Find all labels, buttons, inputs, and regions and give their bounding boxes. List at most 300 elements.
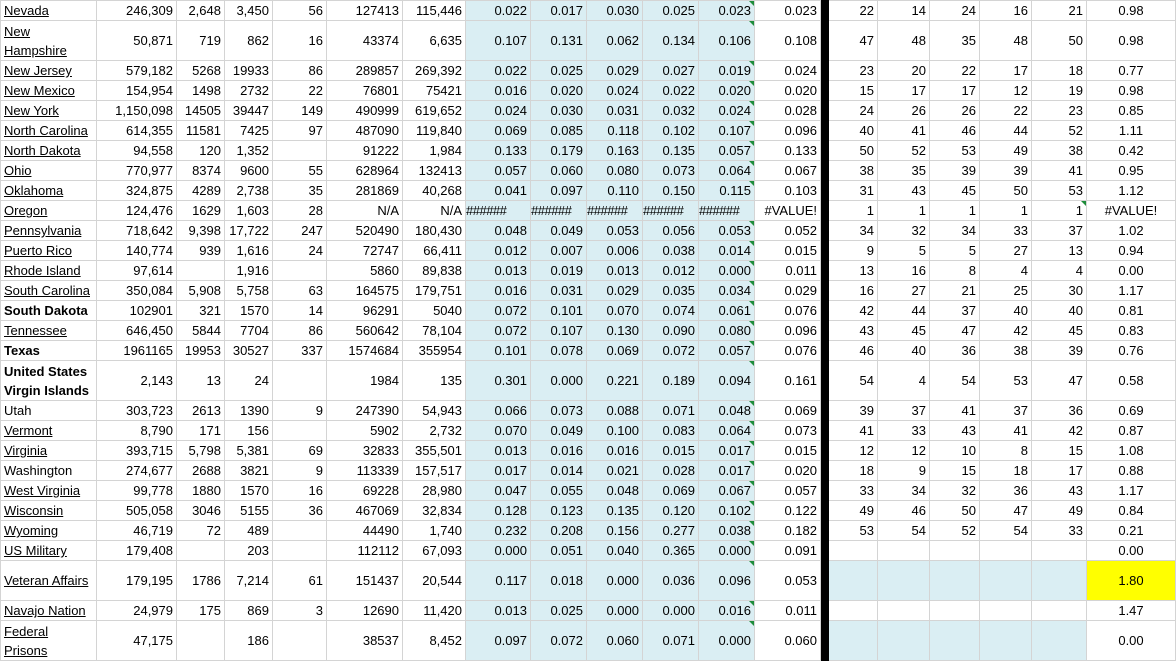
ratio-cell[interactable]: ###### bbox=[587, 201, 643, 221]
score-cell[interactable]: 0.98 bbox=[1087, 1, 1176, 21]
ratio-cell[interactable]: 0.301 bbox=[466, 361, 531, 401]
ratio-cell[interactable]: 0.163 bbox=[587, 141, 643, 161]
value-cell[interactable]: 939 bbox=[177, 241, 225, 261]
value-cell[interactable]: 75421 bbox=[403, 81, 466, 101]
rank-cell[interactable] bbox=[829, 541, 878, 561]
ratio-cell[interactable]: 0.071 bbox=[643, 401, 699, 421]
row-label-cell[interactable]: New York bbox=[1, 101, 97, 121]
average-cell[interactable]: 0.015 bbox=[755, 441, 821, 461]
ratio-cell[interactable]: 0.027 bbox=[643, 61, 699, 81]
row-label-cell[interactable]: Navajo Nation bbox=[1, 601, 97, 621]
ratio-cell[interactable]: 0.006 bbox=[587, 241, 643, 261]
value-cell[interactable]: 186 bbox=[225, 621, 273, 661]
value-cell[interactable]: 5860 bbox=[327, 261, 403, 281]
ratio-cell[interactable]: 0.069 bbox=[643, 481, 699, 501]
ratio-cell[interactable]: 0.135 bbox=[643, 141, 699, 161]
row-label-cell[interactable]: North Carolina bbox=[1, 121, 97, 141]
average-cell[interactable]: 0.133 bbox=[755, 141, 821, 161]
value-cell[interactable]: 614,355 bbox=[97, 121, 177, 141]
rank-cell[interactable]: 1 bbox=[878, 201, 930, 221]
average-cell[interactable]: 0.096 bbox=[755, 121, 821, 141]
value-cell[interactable]: 115,446 bbox=[403, 1, 466, 21]
value-cell[interactable]: 112112 bbox=[327, 541, 403, 561]
row-label-cell[interactable]: Oklahoma bbox=[1, 181, 97, 201]
value-cell[interactable]: 179,195 bbox=[97, 561, 177, 601]
value-cell[interactable]: 862 bbox=[225, 21, 273, 61]
rank-cell[interactable] bbox=[829, 601, 878, 621]
rank-cell[interactable]: 23 bbox=[829, 61, 878, 81]
value-cell[interactable]: 1,984 bbox=[403, 141, 466, 161]
row-label-cell[interactable]: Pennsylvania bbox=[1, 221, 97, 241]
ratio-cell[interactable]: 0.134 bbox=[643, 21, 699, 61]
score-cell[interactable]: 0.85 bbox=[1087, 101, 1176, 121]
rank-cell[interactable]: 41 bbox=[1032, 161, 1087, 181]
row-label-cell[interactable]: New Hampshire bbox=[1, 21, 97, 61]
value-cell[interactable]: 35 bbox=[273, 181, 327, 201]
rank-cell[interactable]: 34 bbox=[878, 481, 930, 501]
average-cell[interactable]: 0.015 bbox=[755, 241, 821, 261]
value-cell[interactable]: 16 bbox=[273, 21, 327, 61]
row-label-cell[interactable]: South Carolina bbox=[1, 281, 97, 301]
value-cell[interactable]: 247 bbox=[273, 221, 327, 241]
score-cell[interactable]: 1.11 bbox=[1087, 121, 1176, 141]
ratio-cell[interactable]: 0.017 bbox=[699, 441, 755, 461]
ratio-cell[interactable]: 0.022 bbox=[643, 81, 699, 101]
value-cell[interactable]: 32,834 bbox=[403, 501, 466, 521]
row-label-cell[interactable]: Puerto Rico bbox=[1, 241, 97, 261]
ratio-cell[interactable]: 0.057 bbox=[466, 161, 531, 181]
rank-cell[interactable]: 50 bbox=[980, 181, 1032, 201]
rank-cell[interactable]: 18 bbox=[829, 461, 878, 481]
rank-cell[interactable]: 12 bbox=[980, 81, 1032, 101]
rank-cell[interactable]: 50 bbox=[829, 141, 878, 161]
ratio-cell[interactable]: 0.110 bbox=[587, 181, 643, 201]
rank-cell[interactable]: 16 bbox=[829, 281, 878, 301]
rank-cell[interactable]: 41 bbox=[980, 421, 1032, 441]
ratio-cell[interactable]: 0.107 bbox=[699, 121, 755, 141]
ratio-cell[interactable]: 0.060 bbox=[531, 161, 587, 181]
value-cell[interactable]: 5040 bbox=[403, 301, 466, 321]
rank-cell[interactable]: 39 bbox=[1032, 341, 1087, 361]
ratio-cell[interactable]: 0.120 bbox=[643, 501, 699, 521]
value-cell[interactable]: 1570 bbox=[225, 481, 273, 501]
ratio-cell[interactable]: 0.118 bbox=[587, 121, 643, 141]
value-cell[interactable]: 46,719 bbox=[97, 521, 177, 541]
value-cell[interactable]: 76801 bbox=[327, 81, 403, 101]
rank-cell[interactable] bbox=[829, 561, 878, 601]
rank-cell[interactable]: 47 bbox=[1032, 361, 1087, 401]
ratio-cell[interactable]: 0.018 bbox=[531, 561, 587, 601]
value-cell[interactable]: 14505 bbox=[177, 101, 225, 121]
rank-cell[interactable]: 52 bbox=[878, 141, 930, 161]
ratio-cell[interactable]: 0.048 bbox=[466, 221, 531, 241]
ratio-cell[interactable]: 0.023 bbox=[699, 1, 755, 21]
value-cell[interactable]: 56 bbox=[273, 1, 327, 21]
row-label-cell[interactable]: North Dakota bbox=[1, 141, 97, 161]
value-cell[interactable]: 1629 bbox=[177, 201, 225, 221]
rank-cell[interactable]: 38 bbox=[1032, 141, 1087, 161]
rank-cell[interactable]: 22 bbox=[829, 1, 878, 21]
value-cell[interactable]: 67,093 bbox=[403, 541, 466, 561]
ratio-cell[interactable]: 0.035 bbox=[643, 281, 699, 301]
value-cell[interactable]: 7425 bbox=[225, 121, 273, 141]
value-cell[interactable]: 86 bbox=[273, 321, 327, 341]
ratio-cell[interactable]: ###### bbox=[531, 201, 587, 221]
ratio-cell[interactable]: 0.030 bbox=[531, 101, 587, 121]
rank-cell[interactable]: 1 bbox=[1032, 201, 1087, 221]
rank-cell[interactable]: 4 bbox=[980, 261, 1032, 281]
rank-cell[interactable]: 33 bbox=[980, 221, 1032, 241]
ratio-cell[interactable]: 0.022 bbox=[466, 61, 531, 81]
rank-cell[interactable]: 15 bbox=[930, 461, 980, 481]
ratio-cell[interactable]: 0.053 bbox=[699, 221, 755, 241]
average-cell[interactable]: 0.069 bbox=[755, 401, 821, 421]
rank-cell[interactable]: 43 bbox=[878, 181, 930, 201]
average-cell[interactable]: 0.020 bbox=[755, 461, 821, 481]
value-cell[interactable]: 36 bbox=[273, 501, 327, 521]
value-cell[interactable]: 1498 bbox=[177, 81, 225, 101]
rank-cell[interactable]: 33 bbox=[878, 421, 930, 441]
value-cell[interactable]: 5155 bbox=[225, 501, 273, 521]
score-cell[interactable]: 0.77 bbox=[1087, 61, 1176, 81]
rank-cell[interactable]: 53 bbox=[930, 141, 980, 161]
rank-cell[interactable]: 44 bbox=[878, 301, 930, 321]
row-label-cell[interactable]: Virginia bbox=[1, 441, 97, 461]
rank-cell[interactable] bbox=[930, 541, 980, 561]
value-cell[interactable]: 86 bbox=[273, 61, 327, 81]
ratio-cell[interactable]: 0.066 bbox=[466, 401, 531, 421]
rank-cell[interactable]: 19 bbox=[1032, 81, 1087, 101]
value-cell[interactable]: 2,648 bbox=[177, 1, 225, 21]
ratio-cell[interactable]: 0.073 bbox=[643, 161, 699, 181]
row-label-cell[interactable]: United States Virgin Islands bbox=[1, 361, 97, 401]
rank-cell[interactable]: 41 bbox=[930, 401, 980, 421]
average-cell[interactable]: 0.029 bbox=[755, 281, 821, 301]
value-cell[interactable]: 151437 bbox=[327, 561, 403, 601]
rank-cell[interactable] bbox=[878, 621, 930, 661]
value-cell[interactable]: 69228 bbox=[327, 481, 403, 501]
rank-cell[interactable]: 45 bbox=[878, 321, 930, 341]
ratio-cell[interactable]: 0.014 bbox=[699, 241, 755, 261]
rank-cell[interactable]: 43 bbox=[930, 421, 980, 441]
rank-cell[interactable]: 32 bbox=[930, 481, 980, 501]
rank-cell[interactable]: 53 bbox=[1032, 181, 1087, 201]
value-cell[interactable]: 63 bbox=[273, 281, 327, 301]
score-cell[interactable]: 1.80 bbox=[1087, 561, 1176, 601]
rank-cell[interactable]: 43 bbox=[829, 321, 878, 341]
rank-cell[interactable]: 9 bbox=[878, 461, 930, 481]
rank-cell[interactable] bbox=[1032, 541, 1087, 561]
rank-cell[interactable]: 10 bbox=[930, 441, 980, 461]
value-cell[interactable]: 5,908 bbox=[177, 281, 225, 301]
value-cell[interactable] bbox=[273, 141, 327, 161]
rank-cell[interactable]: 52 bbox=[930, 521, 980, 541]
score-cell[interactable]: 1.08 bbox=[1087, 441, 1176, 461]
ratio-cell[interactable]: 0.060 bbox=[587, 621, 643, 661]
rank-cell[interactable]: 1 bbox=[930, 201, 980, 221]
value-cell[interactable]: 72 bbox=[177, 521, 225, 541]
ratio-cell[interactable]: 0.038 bbox=[643, 241, 699, 261]
rank-cell[interactable]: 27 bbox=[980, 241, 1032, 261]
ratio-cell[interactable]: 0.073 bbox=[531, 401, 587, 421]
rank-cell[interactable] bbox=[1032, 601, 1087, 621]
rank-cell[interactable]: 54 bbox=[930, 361, 980, 401]
ratio-cell[interactable]: 0.007 bbox=[531, 241, 587, 261]
ratio-cell[interactable]: 0.000 bbox=[699, 541, 755, 561]
rank-cell[interactable]: 15 bbox=[829, 81, 878, 101]
value-cell[interactable]: 770,977 bbox=[97, 161, 177, 181]
ratio-cell[interactable]: 0.029 bbox=[587, 281, 643, 301]
ratio-cell[interactable]: 0.041 bbox=[466, 181, 531, 201]
average-cell[interactable]: #VALUE! bbox=[755, 201, 821, 221]
value-cell[interactable]: 135 bbox=[403, 361, 466, 401]
value-cell[interactable]: 5,381 bbox=[225, 441, 273, 461]
value-cell[interactable]: 1,150,098 bbox=[97, 101, 177, 121]
rank-cell[interactable]: 37 bbox=[980, 401, 1032, 421]
ratio-cell[interactable]: 0.017 bbox=[466, 461, 531, 481]
rank-cell[interactable]: 12 bbox=[878, 441, 930, 461]
ratio-cell[interactable]: 0.208 bbox=[531, 521, 587, 541]
value-cell[interactable]: 32833 bbox=[327, 441, 403, 461]
rank-cell[interactable]: 4 bbox=[1032, 261, 1087, 281]
value-cell[interactable]: 3,450 bbox=[225, 1, 273, 21]
value-cell[interactable]: 246,309 bbox=[97, 1, 177, 21]
ratio-cell[interactable]: 0.070 bbox=[587, 301, 643, 321]
value-cell[interactable]: 5,798 bbox=[177, 441, 225, 461]
score-cell[interactable]: 0.94 bbox=[1087, 241, 1176, 261]
ratio-cell[interactable]: 0.047 bbox=[466, 481, 531, 501]
rank-cell[interactable]: 37 bbox=[930, 301, 980, 321]
score-cell[interactable]: 0.21 bbox=[1087, 521, 1176, 541]
value-cell[interactable]: 180,430 bbox=[403, 221, 466, 241]
value-cell[interactable] bbox=[273, 621, 327, 661]
row-label-cell[interactable]: Federal Prisons bbox=[1, 621, 97, 661]
ratio-cell[interactable]: 0.020 bbox=[531, 81, 587, 101]
value-cell[interactable]: 43374 bbox=[327, 21, 403, 61]
value-cell[interactable]: 5902 bbox=[327, 421, 403, 441]
rank-cell[interactable]: 33 bbox=[829, 481, 878, 501]
ratio-cell[interactable]: 0.055 bbox=[531, 481, 587, 501]
value-cell[interactable]: 355,501 bbox=[403, 441, 466, 461]
rank-cell[interactable]: 24 bbox=[930, 1, 980, 21]
score-cell[interactable]: 0.83 bbox=[1087, 321, 1176, 341]
ratio-cell[interactable]: 0.036 bbox=[643, 561, 699, 601]
ratio-cell[interactable]: 0.000 bbox=[643, 601, 699, 621]
row-label-cell[interactable]: Wisconsin bbox=[1, 501, 97, 521]
score-cell[interactable]: 0.76 bbox=[1087, 341, 1176, 361]
ratio-cell[interactable]: 0.062 bbox=[587, 21, 643, 61]
ratio-cell[interactable]: ###### bbox=[466, 201, 531, 221]
ratio-cell[interactable]: 0.115 bbox=[699, 181, 755, 201]
value-cell[interactable]: 39447 bbox=[225, 101, 273, 121]
rank-cell[interactable]: 36 bbox=[930, 341, 980, 361]
average-cell[interactable]: 0.024 bbox=[755, 61, 821, 81]
value-cell[interactable]: 1,616 bbox=[225, 241, 273, 261]
rank-cell[interactable]: 21 bbox=[1032, 1, 1087, 21]
rank-cell[interactable]: 5 bbox=[878, 241, 930, 261]
average-cell[interactable]: 0.108 bbox=[755, 21, 821, 61]
average-cell[interactable]: 0.060 bbox=[755, 621, 821, 661]
average-cell[interactable]: 0.103 bbox=[755, 181, 821, 201]
average-cell[interactable]: 0.023 bbox=[755, 1, 821, 21]
value-cell[interactable]: 55 bbox=[273, 161, 327, 181]
value-cell[interactable]: 9,398 bbox=[177, 221, 225, 241]
value-cell[interactable]: 3046 bbox=[177, 501, 225, 521]
value-cell[interactable]: 247390 bbox=[327, 401, 403, 421]
value-cell[interactable]: 2688 bbox=[177, 461, 225, 481]
value-cell[interactable]: 16 bbox=[273, 481, 327, 501]
ratio-cell[interactable]: 0.024 bbox=[587, 81, 643, 101]
rank-cell[interactable]: 22 bbox=[930, 61, 980, 81]
value-cell[interactable]: 127413 bbox=[327, 1, 403, 21]
value-cell[interactable]: 179,408 bbox=[97, 541, 177, 561]
ratio-cell[interactable]: 0.015 bbox=[643, 441, 699, 461]
value-cell[interactable]: 1574684 bbox=[327, 341, 403, 361]
rank-cell[interactable]: 44 bbox=[980, 121, 1032, 141]
ratio-cell[interactable]: 0.083 bbox=[643, 421, 699, 441]
rank-cell[interactable]: 43 bbox=[1032, 481, 1087, 501]
value-cell[interactable]: 91222 bbox=[327, 141, 403, 161]
value-cell[interactable]: N/A bbox=[327, 201, 403, 221]
rank-cell[interactable]: 48 bbox=[878, 21, 930, 61]
row-label-cell[interactable]: Tennessee bbox=[1, 321, 97, 341]
row-label-cell[interactable]: Utah bbox=[1, 401, 97, 421]
ratio-cell[interactable]: 0.221 bbox=[587, 361, 643, 401]
ratio-cell[interactable]: 0.123 bbox=[531, 501, 587, 521]
rank-cell[interactable]: 49 bbox=[1032, 501, 1087, 521]
ratio-cell[interactable]: 0.048 bbox=[699, 401, 755, 421]
rank-cell[interactable]: 40 bbox=[1032, 301, 1087, 321]
value-cell[interactable]: 28 bbox=[273, 201, 327, 221]
value-cell[interactable]: 12690 bbox=[327, 601, 403, 621]
rank-cell[interactable]: 17 bbox=[878, 81, 930, 101]
rank-cell[interactable]: 39 bbox=[930, 161, 980, 181]
ratio-cell[interactable]: 0.067 bbox=[699, 481, 755, 501]
ratio-cell[interactable]: 0.049 bbox=[531, 421, 587, 441]
rank-cell[interactable]: 42 bbox=[1032, 421, 1087, 441]
ratio-cell[interactable]: 0.094 bbox=[699, 361, 755, 401]
score-cell[interactable]: 0.81 bbox=[1087, 301, 1176, 321]
ratio-cell[interactable]: 0.069 bbox=[587, 341, 643, 361]
ratio-cell[interactable]: 0.064 bbox=[699, 421, 755, 441]
ratio-cell[interactable]: 0.029 bbox=[587, 61, 643, 81]
ratio-cell[interactable]: 0.012 bbox=[466, 241, 531, 261]
rank-cell[interactable] bbox=[829, 621, 878, 661]
value-cell[interactable]: 5268 bbox=[177, 61, 225, 81]
value-cell[interactable] bbox=[177, 621, 225, 661]
value-cell[interactable]: 72747 bbox=[327, 241, 403, 261]
value-cell[interactable]: 1570 bbox=[225, 301, 273, 321]
value-cell[interactable]: 1,603 bbox=[225, 201, 273, 221]
value-cell[interactable] bbox=[273, 421, 327, 441]
rank-cell[interactable]: 18 bbox=[1032, 61, 1087, 81]
score-cell[interactable]: 0.00 bbox=[1087, 541, 1176, 561]
value-cell[interactable]: 140,774 bbox=[97, 241, 177, 261]
row-label-cell[interactable]: Texas bbox=[1, 341, 97, 361]
rank-cell[interactable]: 54 bbox=[829, 361, 878, 401]
value-cell[interactable]: 38537 bbox=[327, 621, 403, 661]
rank-cell[interactable]: 12 bbox=[829, 441, 878, 461]
ratio-cell[interactable]: 0.106 bbox=[699, 21, 755, 61]
value-cell[interactable]: 505,058 bbox=[97, 501, 177, 521]
ratio-cell[interactable]: 0.179 bbox=[531, 141, 587, 161]
average-cell[interactable]: 0.076 bbox=[755, 341, 821, 361]
rank-cell[interactable]: 54 bbox=[980, 521, 1032, 541]
rank-cell[interactable]: 49 bbox=[980, 141, 1032, 161]
ratio-cell[interactable]: 0.100 bbox=[587, 421, 643, 441]
rank-cell[interactable]: 46 bbox=[878, 501, 930, 521]
ratio-cell[interactable]: 0.022 bbox=[466, 1, 531, 21]
ratio-cell[interactable]: 0.024 bbox=[466, 101, 531, 121]
value-cell[interactable]: 1,916 bbox=[225, 261, 273, 281]
score-cell[interactable]: 0.88 bbox=[1087, 461, 1176, 481]
ratio-cell[interactable]: 0.048 bbox=[587, 481, 643, 501]
score-cell[interactable]: 0.98 bbox=[1087, 81, 1176, 101]
rank-cell[interactable]: 50 bbox=[930, 501, 980, 521]
ratio-cell[interactable]: 0.071 bbox=[643, 621, 699, 661]
value-cell[interactable]: 646,450 bbox=[97, 321, 177, 341]
ratio-cell[interactable]: 0.365 bbox=[643, 541, 699, 561]
ratio-cell[interactable]: 0.156 bbox=[587, 521, 643, 541]
ratio-cell[interactable]: 0.040 bbox=[587, 541, 643, 561]
rank-cell[interactable]: 48 bbox=[980, 21, 1032, 61]
row-label-cell[interactable]: South Dakota bbox=[1, 301, 97, 321]
value-cell[interactable]: 99,778 bbox=[97, 481, 177, 501]
value-cell[interactable]: 154,954 bbox=[97, 81, 177, 101]
value-cell[interactable]: 3 bbox=[273, 601, 327, 621]
average-cell[interactable]: 0.053 bbox=[755, 561, 821, 601]
ratio-cell[interactable]: 0.019 bbox=[531, 261, 587, 281]
value-cell[interactable]: 94,558 bbox=[97, 141, 177, 161]
value-cell[interactable]: 628964 bbox=[327, 161, 403, 181]
ratio-cell[interactable]: 0.031 bbox=[531, 281, 587, 301]
value-cell[interactable]: 355954 bbox=[403, 341, 466, 361]
value-cell[interactable]: 61 bbox=[273, 561, 327, 601]
row-label-cell[interactable]: Rhode Island bbox=[1, 261, 97, 281]
value-cell[interactable]: 54,943 bbox=[403, 401, 466, 421]
rank-cell[interactable] bbox=[930, 561, 980, 601]
value-cell[interactable]: 7,214 bbox=[225, 561, 273, 601]
value-cell[interactable]: 30527 bbox=[225, 341, 273, 361]
rank-cell[interactable]: 36 bbox=[980, 481, 1032, 501]
rank-cell[interactable]: 26 bbox=[878, 101, 930, 121]
score-cell[interactable]: 0.00 bbox=[1087, 621, 1176, 661]
value-cell[interactable]: 2732 bbox=[225, 81, 273, 101]
ratio-cell[interactable]: 0.031 bbox=[587, 101, 643, 121]
rank-cell[interactable]: 40 bbox=[829, 121, 878, 141]
rank-cell[interactable]: 13 bbox=[1032, 241, 1087, 261]
row-label-cell[interactable]: Nevada bbox=[1, 1, 97, 21]
rank-cell[interactable]: 50 bbox=[1032, 21, 1087, 61]
rank-cell[interactable]: 21 bbox=[930, 281, 980, 301]
value-cell[interactable]: 179,751 bbox=[403, 281, 466, 301]
value-cell[interactable]: 102901 bbox=[97, 301, 177, 321]
ratio-cell[interactable]: 0.101 bbox=[531, 301, 587, 321]
rank-cell[interactable]: 8 bbox=[980, 441, 1032, 461]
rank-cell[interactable]: 13 bbox=[829, 261, 878, 281]
value-cell[interactable]: 8,790 bbox=[97, 421, 177, 441]
ratio-cell[interactable]: 0.038 bbox=[699, 521, 755, 541]
value-cell[interactable]: 14 bbox=[273, 301, 327, 321]
rank-cell[interactable]: 18 bbox=[980, 461, 1032, 481]
value-cell[interactable]: 579,182 bbox=[97, 61, 177, 81]
rank-cell[interactable]: 49 bbox=[829, 501, 878, 521]
rank-cell[interactable]: 26 bbox=[930, 101, 980, 121]
rank-cell[interactable] bbox=[930, 601, 980, 621]
ratio-cell[interactable]: 0.021 bbox=[587, 461, 643, 481]
score-cell[interactable]: 0.84 bbox=[1087, 501, 1176, 521]
value-cell[interactable]: 11,420 bbox=[403, 601, 466, 621]
